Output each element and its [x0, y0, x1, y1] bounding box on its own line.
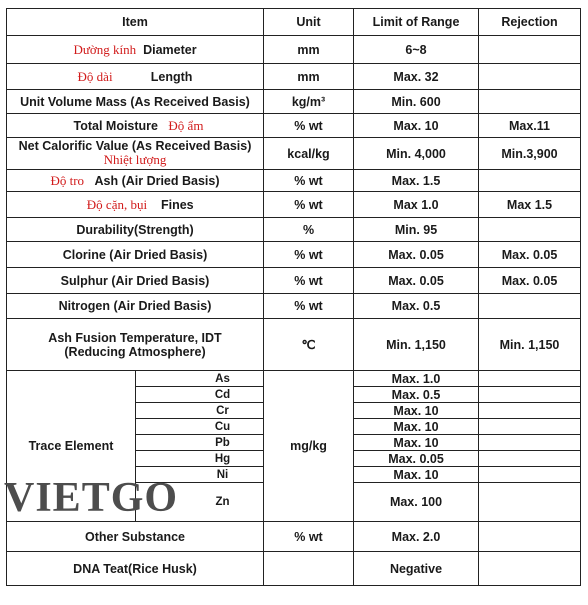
row-durability: [7, 218, 581, 242]
rejection-cell: [479, 64, 581, 90]
trace-limit-cell: Max. 10: [354, 467, 479, 483]
limit-cell: Min. 4,000: [354, 138, 479, 170]
trace-limit-cell: Max. 10: [354, 435, 479, 451]
row-ash: [7, 170, 581, 192]
unit-cell: [264, 552, 354, 586]
trace-element-symbol: As: [136, 371, 264, 387]
limit-cell: Max. 10: [354, 114, 479, 138]
trace-element-symbol: Zn: [215, 496, 230, 508]
limit-cell: Min. 600: [354, 90, 479, 114]
trace-limit-cell: Max. 1.0: [354, 371, 479, 387]
item-name: Durability(Strength): [76, 222, 194, 237]
unit-cell: % wt: [264, 522, 354, 552]
row-net-calorific-value: [7, 138, 581, 170]
vietnamese-note: Độ tro: [50, 172, 85, 188]
item-name: Sulphur (Air Dried Basis): [60, 273, 210, 288]
rejection-cell: [479, 522, 581, 552]
trace-rejection-cell: [479, 451, 581, 467]
row-total-moisture: [7, 114, 581, 138]
item-cell: [7, 90, 264, 114]
unit-cell: %: [264, 218, 354, 242]
limit-cell: Negative: [354, 552, 479, 586]
vietnamese-note: Độ ẩm: [168, 117, 204, 133]
trace-rejection-cell: [479, 419, 581, 435]
unit-cell: mm: [264, 36, 354, 64]
trace-element-symbol: Cr: [136, 403, 264, 419]
limit-cell: Max. 0.05: [354, 242, 479, 268]
item-cell: [7, 218, 264, 242]
unit-cell: mm: [264, 64, 354, 90]
limit-cell: Max. 0.5: [354, 294, 479, 319]
trace-limit-cell: Max. 10: [354, 419, 479, 435]
trace-rejection-cell: [479, 467, 581, 483]
row-clorine: [7, 242, 581, 268]
row-dna-test: [7, 552, 581, 586]
unit-cell: kcal/kg: [264, 138, 354, 170]
row-unit-volume-mass: [7, 90, 581, 114]
item-cell: [7, 138, 264, 170]
item-name: Fines: [160, 197, 194, 212]
item-name: DNA Teat(Rice Husk): [73, 561, 197, 576]
trace-rejection-cell: [479, 371, 581, 387]
unit-cell: ℃: [264, 319, 354, 371]
unit-cell: % wt: [264, 114, 354, 138]
item-cell: [7, 242, 264, 268]
rejection-cell: [479, 294, 581, 319]
trace-limit-cell: Max. 0.5: [354, 387, 479, 403]
item-cell: [7, 114, 264, 138]
rejection-cell: Max.11: [479, 114, 581, 138]
vietnamese-note: Nhiệt lượng: [103, 152, 167, 167]
limit-cell: Max. 0.05: [354, 268, 479, 294]
trace-limit-cell: Max. 10: [354, 403, 479, 419]
trace-element-symbol: Cd: [136, 387, 264, 403]
limit-cell: Max. 2.0: [354, 522, 479, 552]
trace-element-symbol: Ni: [136, 467, 264, 483]
unit-cell: % wt: [264, 294, 354, 319]
item-name: Total Moisture: [73, 118, 158, 133]
rejection-cell: [479, 552, 581, 586]
trace-element-symbol: Cu: [136, 419, 264, 435]
rejection-cell: Max. 0.05: [479, 268, 581, 294]
trace-limit-cell: Max. 0.05: [354, 451, 479, 467]
unit-cell: % wt: [264, 242, 354, 268]
rejection-cell: Max 1.5: [479, 192, 581, 218]
row-nitrogen: [7, 294, 581, 319]
row-fines: [7, 192, 581, 218]
vietnamese-note: Độ dài: [77, 68, 113, 84]
rejection-cell: Max. 0.05: [479, 242, 581, 268]
row-other-substance: [7, 522, 581, 552]
item-name: Unit Volume Mass (As Received Basis): [20, 94, 250, 109]
item-name: Ash Fusion Temperature, IDT: [48, 330, 222, 345]
item-name: Ash (Air Dried Basis): [94, 173, 220, 188]
rejection-cell: [479, 90, 581, 114]
unit-cell: % wt: [264, 192, 354, 218]
trace-limit-cell: Max. 100: [354, 483, 479, 522]
item-name: Length: [150, 69, 193, 84]
limit-cell: Max 1.0: [354, 192, 479, 218]
item-cell: [7, 319, 264, 371]
rejection-cell: [479, 218, 581, 242]
limit-cell: Min. 95: [354, 218, 479, 242]
rejection-cell: [479, 36, 581, 64]
item-cell: [7, 294, 264, 319]
item-cell: [7, 522, 264, 552]
row-ash-fusion-temperature: [7, 319, 581, 371]
limit-cell: Max. 1.5: [354, 170, 479, 192]
trace-rejection-cell: [479, 483, 581, 522]
item-cell: [7, 552, 264, 586]
header-limit: Limit of Range: [354, 9, 479, 36]
header-rejection: Rejection: [479, 9, 581, 36]
trace-rejection-cell: [479, 387, 581, 403]
item-cell: [7, 64, 264, 90]
rejection-cell: Min. 1,150: [479, 319, 581, 371]
unit-cell: kg/m³: [264, 90, 354, 114]
rejection-cell: Min.3,900: [479, 138, 581, 170]
header-row: [7, 9, 581, 36]
trace-rejection-cell: [479, 435, 581, 451]
row-length: [7, 64, 581, 90]
item-cell: [7, 192, 264, 218]
item-name: Diameter: [143, 42, 197, 57]
limit-cell: Max. 32: [354, 64, 479, 90]
trace-element-label: Trace Element: [7, 371, 136, 521]
item-cell: [7, 36, 264, 64]
limit-cell: 6~8: [354, 36, 479, 64]
vietgo-watermark: VIETGO: [4, 475, 179, 521]
item-subtitle: (Reducing Atmosphere): [64, 344, 206, 359]
limit-cell: Min. 1,150: [354, 319, 479, 371]
trace-unit-cell: mg/kg: [264, 371, 354, 522]
unit-cell: % wt: [264, 268, 354, 294]
unit-cell: % wt: [264, 170, 354, 192]
rejection-cell: [479, 170, 581, 192]
trace-row: [7, 371, 581, 387]
row-sulphur: [7, 268, 581, 294]
item-name: Net Calorific Value (As Received Basis): [18, 139, 252, 153]
header-unit: Unit: [264, 9, 354, 36]
item-name: Nitrogen (Air Dried Basis): [58, 299, 212, 313]
row-diameter: [7, 36, 581, 64]
vietnamese-note: Độ cặn, bụi: [86, 196, 148, 212]
item-name: Other Substance: [84, 529, 186, 544]
item-name: Clorine (Air Dried Basis): [62, 247, 208, 262]
trace-rejection-cell: [479, 403, 581, 419]
item-cell: [7, 170, 264, 192]
vietnamese-note: Dường kính: [73, 41, 137, 57]
trace-element-symbol: Pb: [136, 435, 264, 451]
item-cell: [7, 268, 264, 294]
header-item: Item: [7, 9, 264, 36]
trace-element-symbol: Hg: [136, 451, 264, 467]
